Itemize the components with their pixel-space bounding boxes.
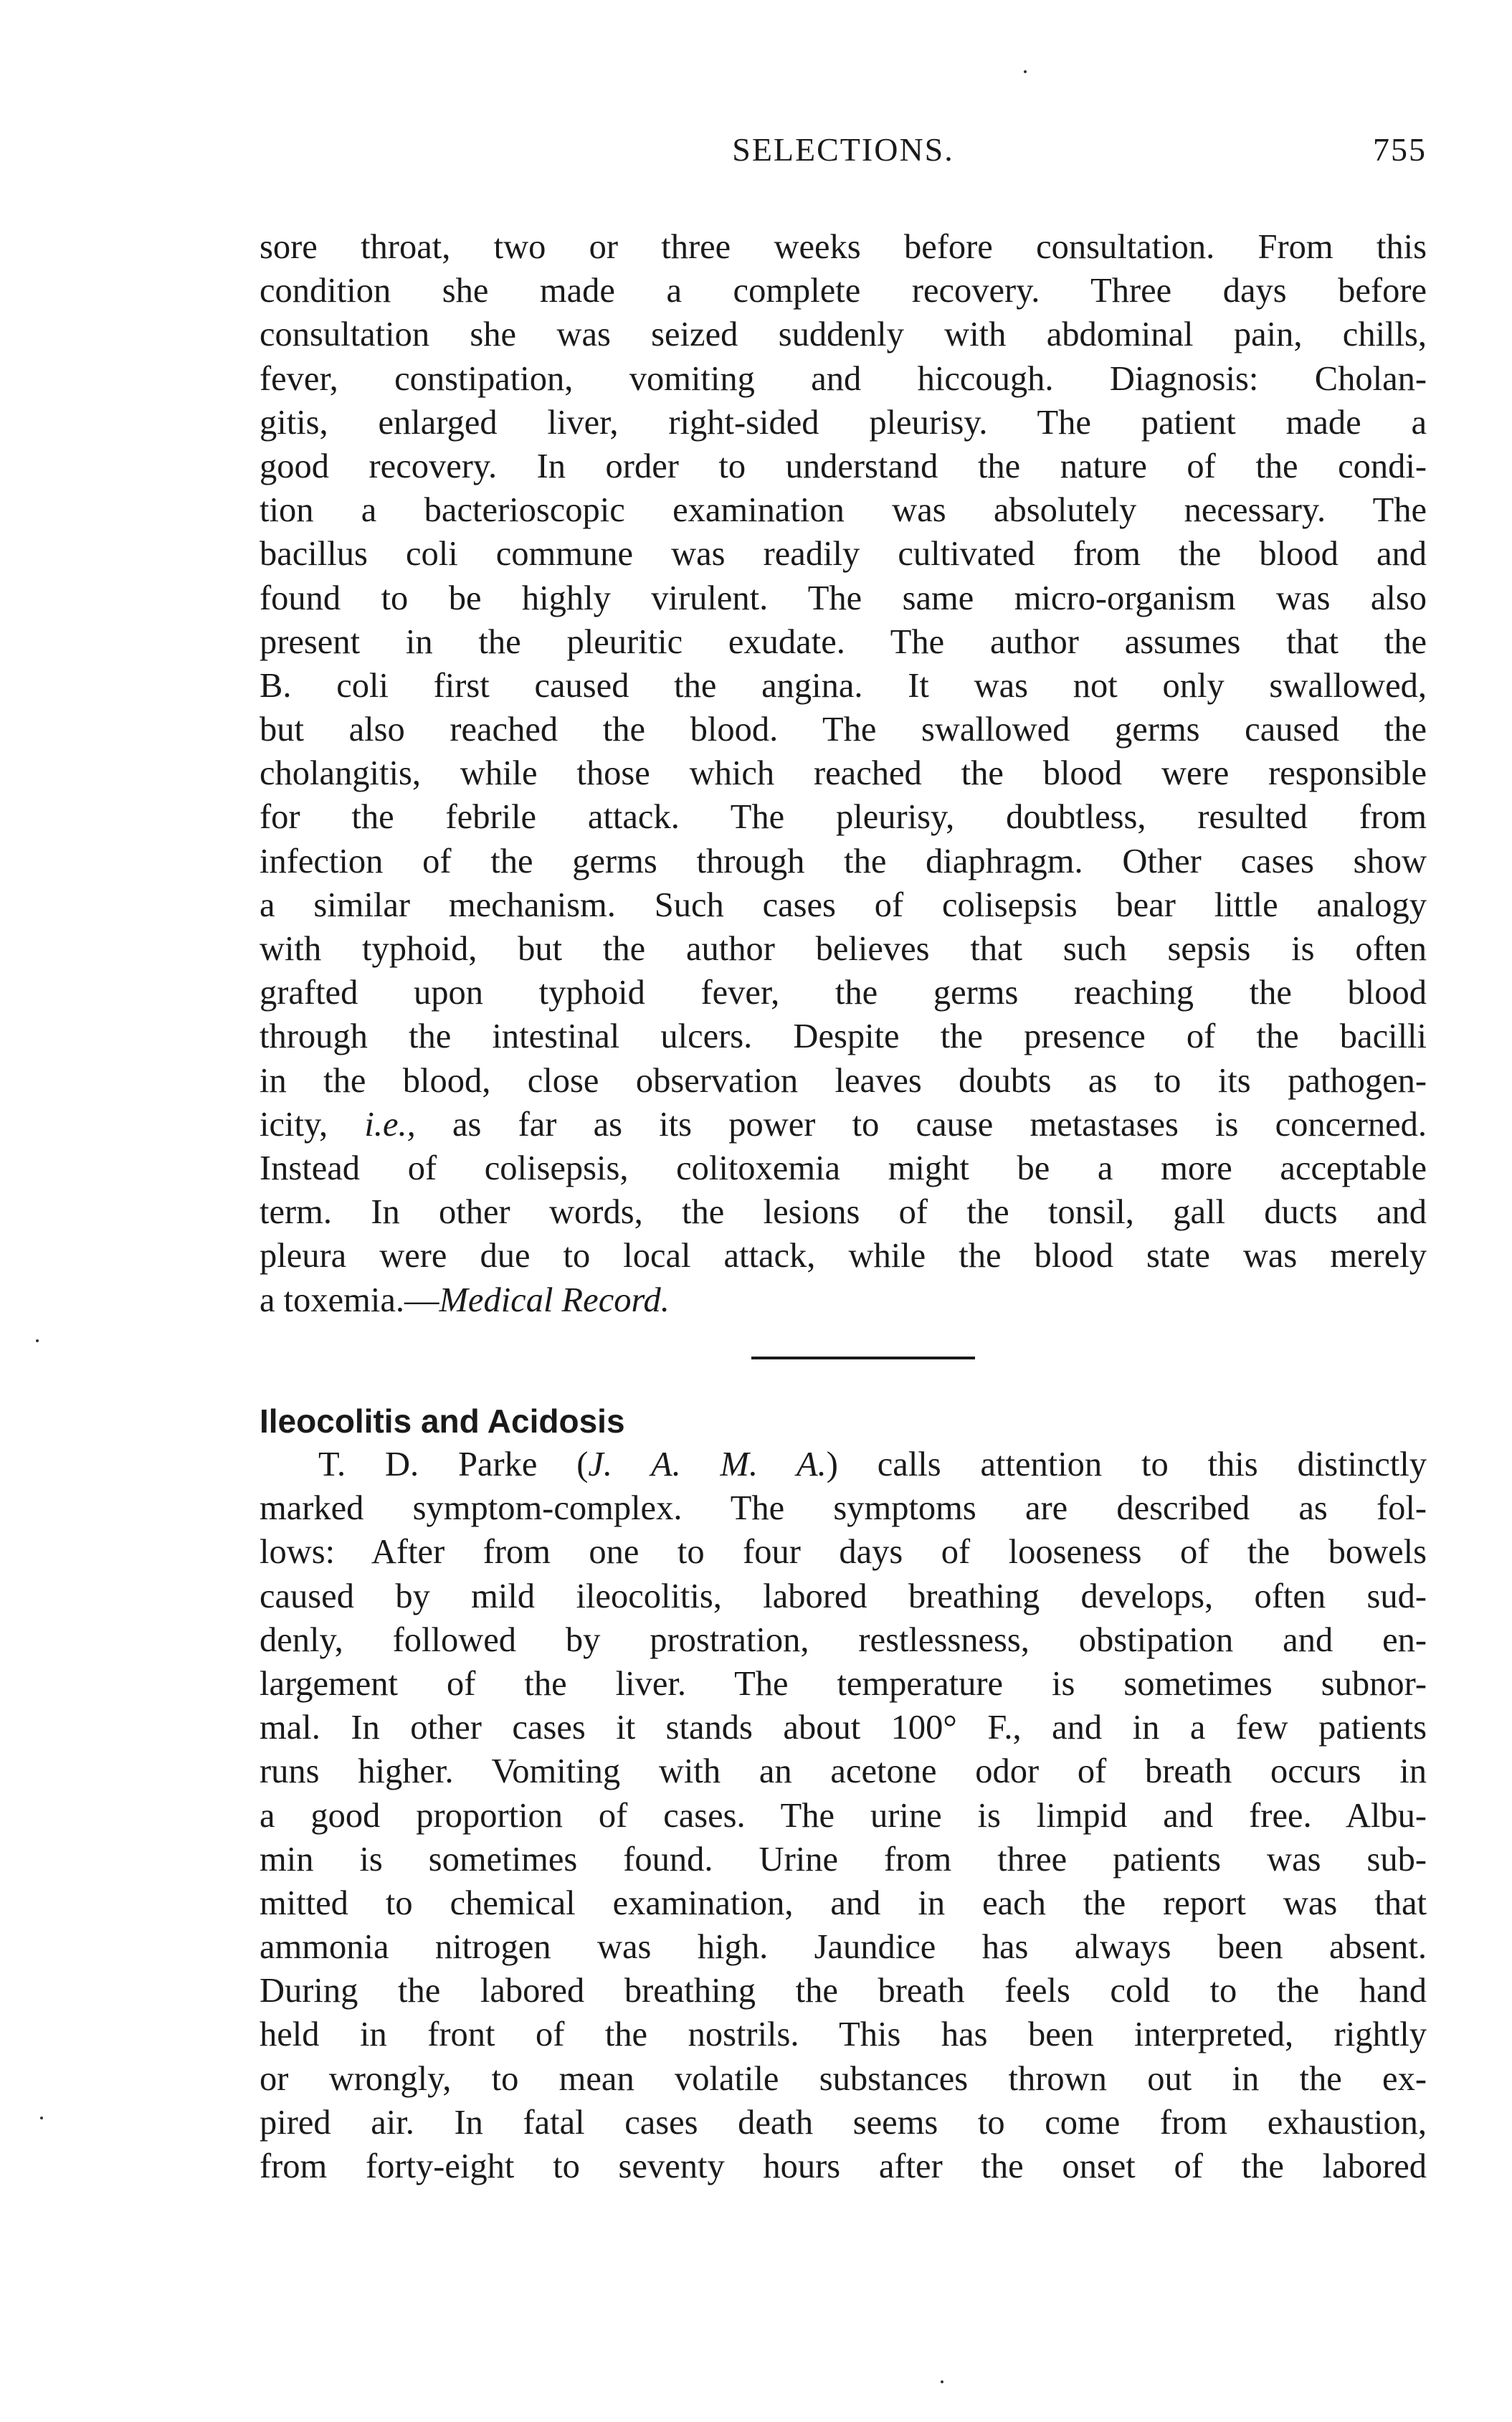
text-line: in the blood, close observation leaves doubts as to its pathogen- — [260, 1061, 1427, 1100]
text-fragment: T. D. Parke ( — [318, 1445, 589, 1483]
text-line: through the intestinal ulcers. Despite the presence of the bacilli — [260, 1017, 1427, 1056]
text-line: pleura were due to local attack, while the blood state was merely — [260, 1237, 1427, 1276]
text-line: a similar mechanism. Such cases of colisepsis bear little analogy — [260, 885, 1427, 924]
text-line: grafted upon typhoid fever, the germs reaching the blood — [260, 974, 1427, 1012]
article-medical-record-body — [260, 225, 1427, 1322]
text-line: runs higher. Vomiting with an acetone odor of breath occurs in — [260, 1752, 1427, 1791]
text-line: for the febrile attack. The pleurisy, doubtless, resulted from — [260, 798, 1427, 837]
text-line: pired air. In fatal cases death seems to come from exhaustion, — [260, 2103, 1427, 2142]
text-line: bacillus coli commune was readily cultivated from the blood and — [260, 535, 1427, 574]
text-line: condition she made a complete recovery. Three days before — [260, 272, 1427, 310]
text-line: lows: After from one to four days of looseness of the bowels — [260, 1533, 1427, 1572]
running-head — [260, 130, 1427, 174]
text-line: marked symptom-complex. The symptoms are described as fol- — [260, 1489, 1427, 1528]
text-line: ammonia nitrogen was high. Jaundice has always been absent. — [260, 1928, 1427, 1967]
text-line: gitis, enlarged liver, right-sided pleurisy. The patient made a — [260, 403, 1427, 442]
text-fragment: icity, — [260, 1105, 365, 1144]
text-line: sore throat, two or three weeks before consultation. From this — [260, 228, 1427, 266]
text-line: with typhoid, but the author believes that such sepsis is often — [260, 930, 1427, 968]
text-line: largement of the liver. The temperature is sometimes subnor- — [260, 1664, 1427, 1703]
text-line: or wrongly, to mean volatile substances thrown out in the ex- — [260, 2059, 1427, 2098]
print-speck — [941, 2380, 943, 2383]
text-line: mitted to chemical examination, and in each the report was that — [260, 1884, 1427, 1922]
text-fragment: a toxemia.— — [260, 1281, 439, 1319]
text-line: infection of the germs through the diaphragm. Other cases show — [260, 842, 1427, 880]
journal-abbreviation: J. A. M. A. — [588, 1445, 827, 1483]
running-title: SELECTIONS. — [732, 131, 954, 168]
text-line: tion a bacterioscopic examination was absolutely necessary. The — [260, 491, 1427, 530]
text-line: cholangitis, while those which reached the blood were responsible — [260, 754, 1427, 793]
text-fragment: as far as its power to cause metastases is concerned. — [415, 1105, 1427, 1144]
text-line: fever, constipation, vomiting and hiccough. Diagnosis: Cholan- — [260, 359, 1427, 398]
italic-ie: i.e., — [364, 1105, 416, 1144]
text-fragment: ) calls attention to this distinctly — [826, 1445, 1427, 1483]
page-number: 755 — [1373, 131, 1427, 168]
text-line: During the labored breathing the breath feels cold to the hand — [260, 1972, 1427, 2010]
text-line — [260, 1443, 1427, 1486]
print-speck — [40, 2117, 43, 2119]
text-line: but also reached the blood. The swallowed germs caused the — [260, 711, 1427, 749]
text-line — [260, 1103, 1427, 1146]
print-speck — [36, 1339, 39, 1342]
text-line: Instead of colisepsis, colitoxemia might be a more acceptable — [260, 1149, 1427, 1187]
print-speck — [1024, 70, 1027, 73]
text-line: B. coli first caused the angina. It was not only swallowed, — [260, 666, 1427, 705]
text-line — [260, 1278, 1427, 1322]
text-line: good recovery. In order to understand the nature of the condi- — [260, 447, 1427, 485]
section-divider — [751, 1357, 975, 1359]
text-line: held in front of the nostrils. This has been interpreted, rightly — [260, 2015, 1427, 2054]
text-line: consultation she was seized suddenly with abdominal pain, chills, — [260, 315, 1427, 354]
section-heading: Ileocolitis and Acidosis — [260, 1402, 625, 1440]
text-line: present in the pleuritic exudate. The author assumes that the — [260, 622, 1427, 661]
text-line: found to be highly virulent. The same micro-organism was also — [260, 579, 1427, 617]
text-line: term. In other words, the lesions of the tonsil, gall ducts and — [260, 1193, 1427, 1232]
article-ileocolitis-body — [260, 1443, 1427, 2188]
text-line: mal. In other cases it stands about 100° F., and in a few patients — [260, 1709, 1427, 1747]
source-citation: Medical Record. — [439, 1281, 670, 1319]
text-line: min is sometimes found. Urine from three patients was sub- — [260, 1840, 1427, 1879]
text-line: a good proportion of cases. The urine is limpid and free. Albu- — [260, 1796, 1427, 1835]
text-line: denly, followed by prostration, restlessness, obstipation and en- — [260, 1620, 1427, 1659]
text-line: caused by mild ileocolitis, labored breathing develops, often sud- — [260, 1577, 1427, 1615]
text-line: from forty-eight to seventy hours after the onset of the labored — [260, 2147, 1427, 2185]
